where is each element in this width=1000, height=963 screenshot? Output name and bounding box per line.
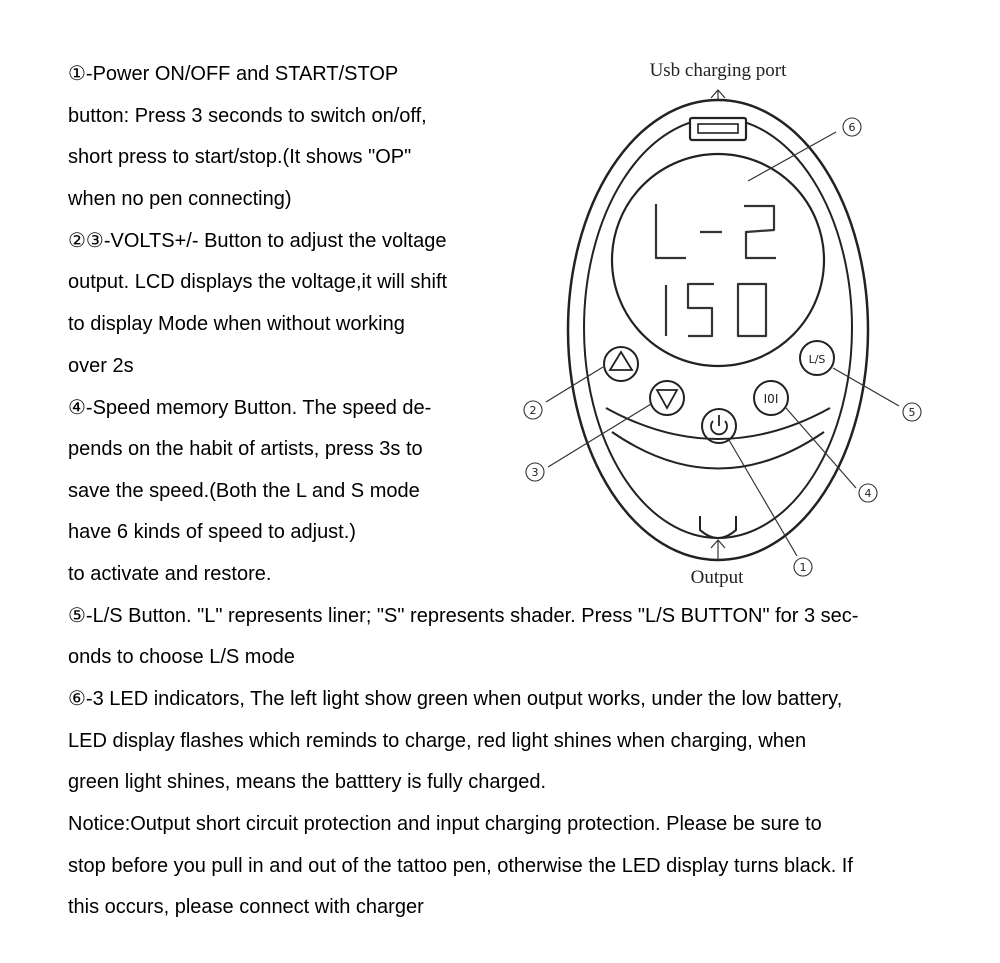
power-supply-diagram — [500, 40, 980, 600]
callout-5 — [903, 403, 921, 421]
output-label: Output — [690, 567, 744, 588]
lcd-display — [612, 154, 824, 366]
callout-3 — [526, 463, 544, 481]
desc-line-2: button: Press 3 seconds to switch on/off, — [68, 105, 427, 127]
svg-text:3: 3 — [531, 466, 539, 479]
desc-line-14: ⑤-L/S Button. "L" represents liner; "S" represents shader. Press "L/S BUTTON" for 3 sec- — [68, 605, 859, 627]
ls-mode-button[interactable] — [800, 341, 834, 375]
volts-up-button[interactable] — [604, 347, 638, 381]
desc-line-15: onds to choose L/S mode — [68, 646, 295, 668]
desc-line-7: to display Mode when without working — [68, 313, 405, 335]
usb-slot — [698, 124, 738, 133]
callout-6 — [843, 118, 861, 136]
desc-line-13: to activate and restore. — [68, 563, 272, 585]
callout-2 — [524, 401, 542, 419]
svg-text:1: 1 — [799, 561, 807, 574]
desc-line-1: ①-Power ON/OFF and START/STOP — [68, 63, 399, 85]
output-port — [700, 516, 736, 538]
svg-text:2: 2 — [529, 404, 537, 417]
memory-icon: I0I — [763, 392, 779, 406]
usb-port-label: Usb charging port — [649, 60, 787, 81]
desc-line-3: short press to start/stop.(It shows "OP" — [68, 146, 412, 168]
desc-line-16: ⑥-3 LED indicators, The left light show green when output works, under the low battery, — [68, 688, 843, 710]
desc-line-5: ②③-VOLTS+/- Button to adjust the voltage — [68, 230, 447, 252]
desc-line-20: stop before you pull in and out of the tattoo pen, otherwise the LED display turns black. If — [68, 855, 853, 877]
desc-line-10: pends on the habit of artists, press 3s to — [68, 438, 423, 460]
desc-line-19: Notice:Output short circuit protection and input charging protection. Please be sure to — [68, 813, 822, 835]
ls-button-label: L/S — [808, 353, 826, 366]
speed-memory-button[interactable] — [754, 381, 788, 415]
desc-line-8: over 2s — [68, 355, 134, 377]
svg-text:6: 6 — [848, 121, 856, 134]
desc-line-12: have 6 kinds of speed to adjust.) — [68, 521, 356, 543]
desc-line-9: ④-Speed memory Button. The speed de- — [68, 397, 432, 419]
desc-line-4: when no pen connecting) — [68, 188, 292, 210]
desc-line-6: output. LCD displays the voltage,it will shift — [68, 271, 448, 293]
desc-line-11: save the speed.(Both the L and S mode — [68, 480, 420, 502]
volts-down-button[interactable] — [650, 381, 684, 415]
desc-line-18: green light shines, means the batttery is fully charged. — [68, 771, 547, 793]
callout-1 — [794, 558, 812, 576]
svg-text:4: 4 — [864, 487, 872, 500]
desc-line-21: this occurs, please connect with charger — [68, 896, 424, 918]
desc-line-17: LED display flashes which reminds to charge, red light shines when charging, when — [68, 730, 807, 752]
callout-4 — [859, 484, 877, 502]
svg-text:5: 5 — [908, 406, 916, 419]
